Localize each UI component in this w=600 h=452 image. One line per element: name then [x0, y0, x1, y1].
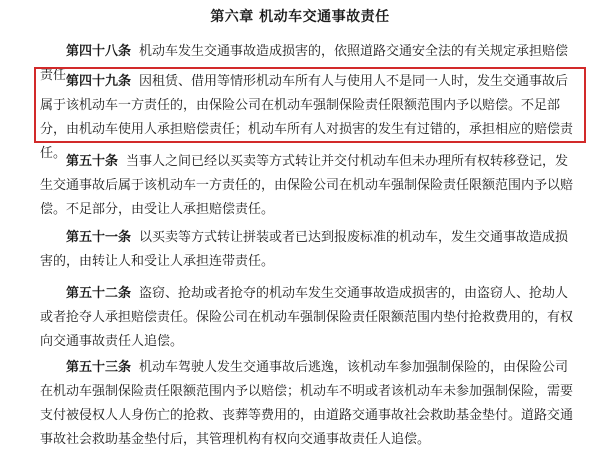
article-text: 以买卖等方式转让拼装或者已达到报废标准的机动车，发生交通事故造成损害的，由转让人和受让人承担连带责任。 [40, 230, 569, 269]
article-number: 第四十八条 [66, 44, 132, 59]
article-number: 第五十三条 [66, 360, 132, 375]
article-number: 第五十条 [66, 154, 119, 169]
article-text: 当事人之间已经以买卖等方式转让并交付机动车但未办理所有权转移登记，发生交通事故后属于该机动车一方责任的，由保险公司在机动车强制保险责任限额范围内予以赔偿。不足部分，由受让人承担赔偿责任。 [40, 154, 574, 217]
article-51 [40, 226, 580, 274]
article-50 [40, 150, 580, 222]
article-text: 机动车发生交通事故造成损害的，依照道路交通安全法的有关规定承担赔偿责任。 [40, 44, 569, 83]
article-number: 第四十九条 [66, 74, 132, 89]
article-52 [40, 282, 580, 354]
article-number: 第五十一条 [66, 230, 132, 245]
article-number: 第五十二条 [66, 286, 132, 301]
article-text: 机动车驾驶人发生交通事故后逃逸，该机动车参加强制保险的，由保险公司在机动车强制保险责任限额范围内予以赔偿；机动车不明或者该机动车未参加强制保险，需要支付被侵权人人身伤亡的抢救、丧葬等费用的，由道路交通事故社会救助基金垫付。道路交通事故社会救助基金垫付后，其管理机构有权向交通事故责任人追偿。 [40, 360, 574, 447]
chapter-title: 第六章 机动车交通事故责任 [210, 9, 390, 25]
article-text: 盗窃、抢劫或者抢夺的机动车发生交通事故造成损害的，由盗窃人、抢劫人或者抢夺人承担赔偿责任。保险公司在机动车强制保险责任限额范围内垫付抢救费用的，有权向交通事故责任人追偿。 [40, 286, 574, 349]
article-53 [40, 356, 580, 452]
article-text: 因租赁、借用等情形机动车所有人与使用人不是同一人时，发生交通事故后属于该机动车一方责任的，由保险公司在机动车强制保险责任限额范围内予以赔偿。不足部分，由机动车使用人承担赔偿责任；机动车所有人对损害的发生有过错的，承担相应的赔偿责任。 [40, 74, 574, 161]
